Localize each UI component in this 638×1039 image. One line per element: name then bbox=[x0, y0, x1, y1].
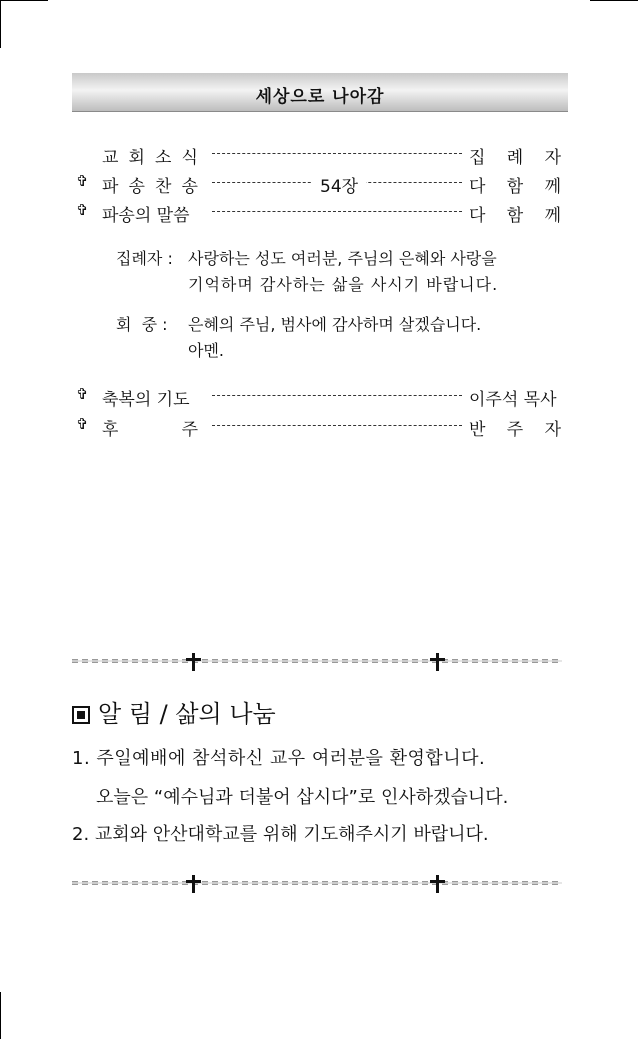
dialogue-line: 은혜의 주님, 범사에 감사하며 살겠습니다. bbox=[188, 315, 482, 334]
ornamental-divider bbox=[72, 651, 562, 671]
speaker-label: 회 중 : bbox=[116, 315, 168, 334]
notice-item: 2. 교회와 안산대학교를 위해 기도해주시기 바랍니다. bbox=[72, 824, 489, 845]
crop-mark-top-right bbox=[590, 0, 638, 1]
dialogue-line: 아멘. bbox=[188, 341, 224, 360]
notice-item: 오늘은 “예수님과 더불어 삽시다”로 인사하겠습니다. bbox=[96, 787, 509, 808]
ornamental-divider bbox=[72, 873, 562, 893]
order-row-postlude bbox=[72, 415, 568, 441]
dialogue-line: 사랑하는 성도 여러분, 주님의 은혜와 사랑을 bbox=[188, 249, 497, 268]
cross-icon: ✞ bbox=[76, 172, 89, 190]
section-title: 세상으로 나아감 bbox=[255, 87, 385, 107]
order-label: 파송의 말씀 bbox=[102, 206, 190, 226]
crop-mark-bottom-left bbox=[0, 992, 1, 1039]
cross-icon: ✞ bbox=[76, 201, 89, 219]
dotted-leader bbox=[212, 395, 462, 396]
order-label: 후 주 bbox=[102, 420, 198, 440]
dotted-leader bbox=[212, 425, 462, 426]
order-leader-name: 다 함 께 bbox=[469, 177, 561, 197]
dotted-leader bbox=[212, 153, 462, 154]
dotted-leader bbox=[212, 211, 462, 212]
hymn-number: 54장 bbox=[312, 172, 366, 197]
order-row-benediction bbox=[72, 385, 568, 411]
cross-icon: ✞ bbox=[76, 415, 89, 433]
order-row-sending-hymn bbox=[72, 172, 568, 198]
order-row-church-news bbox=[72, 143, 568, 169]
order-label: 교 회 소 식 bbox=[102, 148, 198, 168]
crop-mark-top-left-h bbox=[0, 0, 48, 1]
section-header bbox=[72, 73, 568, 112]
cross-icon: ✞ bbox=[76, 385, 89, 403]
square-bullet-icon bbox=[72, 706, 90, 724]
order-row-sending-word bbox=[72, 201, 568, 227]
order-label: 축복의 기도 bbox=[102, 390, 190, 410]
order-leader-name: 집 례 자 bbox=[469, 148, 561, 168]
notices-heading bbox=[72, 694, 276, 729]
order-leader-name: 반 주 자 bbox=[469, 420, 561, 440]
notice-item: 1. 주일예배에 참석하신 교우 여러분을 환영합니다. bbox=[72, 748, 486, 769]
speaker-label: 집례자 : bbox=[116, 249, 173, 268]
order-label: 파 송 찬 송 bbox=[102, 177, 198, 197]
crop-mark-top-left bbox=[0, 0, 1, 48]
order-leader-name: 이주석 목사 bbox=[469, 390, 557, 410]
order-leader-name: 다 함 께 bbox=[469, 206, 561, 226]
dialogue-line: 기억하며 감사하는 삶을 사시기 바랍니다. bbox=[188, 275, 499, 294]
notices-title: 알 림 / 삶의 나눔 bbox=[98, 700, 276, 728]
